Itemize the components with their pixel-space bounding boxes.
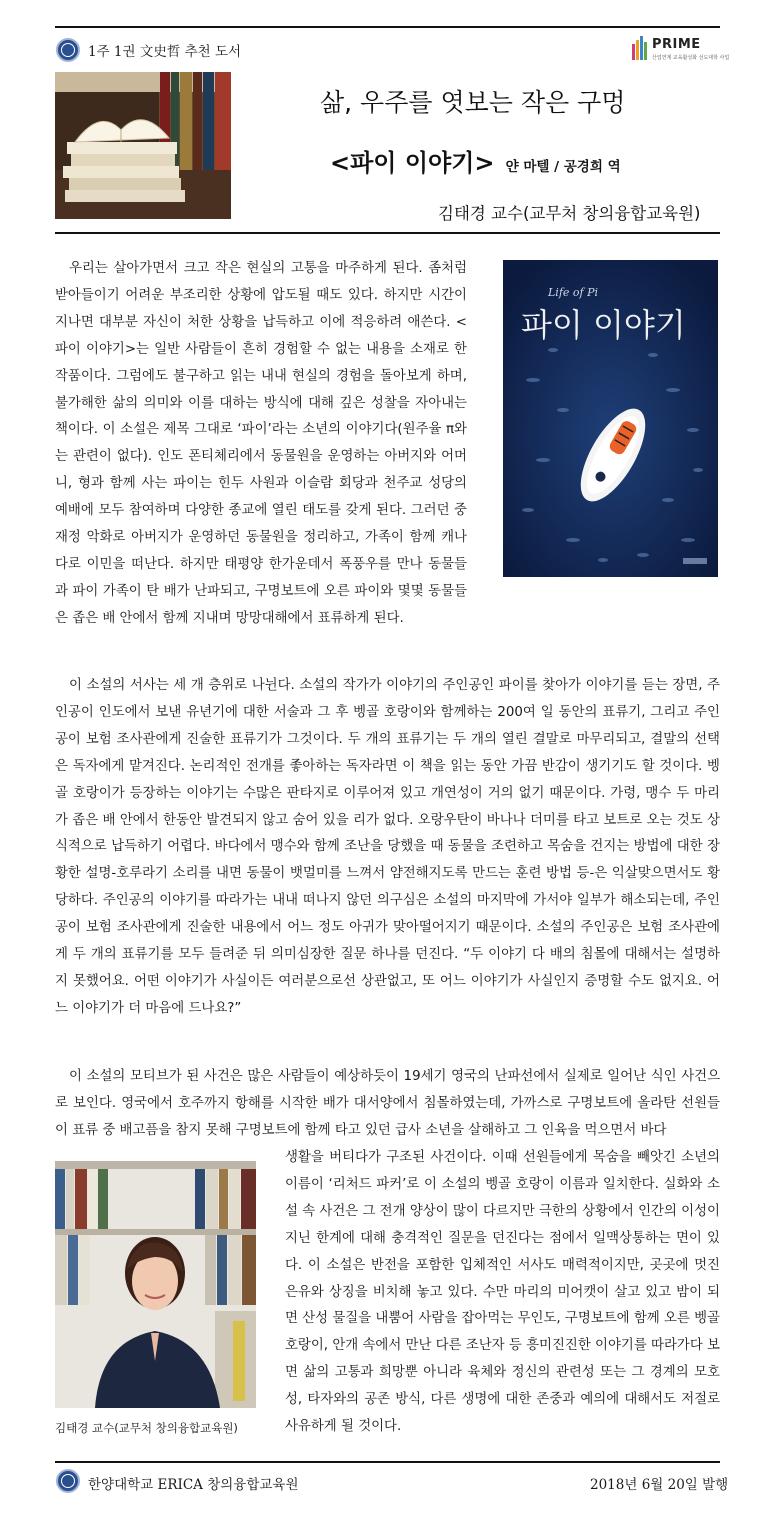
book-title-line: [330, 143, 621, 178]
prime-logo-sub: 산업연계 교육활성화 선도대학 사업: [652, 55, 730, 61]
university-seal-icon: [56, 38, 80, 62]
reviewer-name: 김태경 교수(교무처 창의융합교육원): [438, 204, 701, 223]
book-cover-image: [503, 260, 718, 577]
top-rule: [55, 26, 720, 28]
cover-title-korean: 파이 이야기: [521, 306, 686, 344]
series-label: 1주 1권 文史哲 추천 도서: [88, 44, 242, 60]
book-credits: 얀 마텔 / 공경희 역: [505, 159, 621, 175]
author-photo: [55, 1161, 256, 1408]
main-title: 삶, 우주를 엿보는 작은 구멍: [320, 88, 626, 117]
paragraph-2: 이 소설의 서사는 세 개 층위로 나뉜다. 소설의 작가가 이야기의 주인공인 파이를 찾아가 이야기를 듣는 장면, 주인공이 인도에서 보낸 유년기에 대한 서술과 그 후 벵골 호랑이와 함께하는 200여 일 동안의 표류기, 그리고 주인공이 보험 조사관에게 진술한 표류기가 그것이다. 두 개의 표류기는 두 개의 열린 결말로 마무리되고, 결말의 선택은 독자에게 맡겨진다. 논리적인 전개를 좋아하는 독자라면 이 책을 읽는 동안 가끔 반감이 생기기도 할 것이다. 벵골 호랑이가 등장하는 이야기는 수많은 판타지로 이루어져 있고 개연성이 거의 없기 때문이다. 가령, 맹수 두 마리가 좁은 배 안에서 한동안 발견되지 않고 숨어 있을 리가 없다. 오랑우탄이 바나나 더미를 타고 보트로 오는 것도 상식적으로 납득하기 어렵다. 바다에서 맹수와 함께 조난을 당했을 때 동물을 조련하고 목숨을 건지는 방법에 대한 장황한 설명-호루라기 소리를 내면 동물이 뱃멀미를 느껴서 얌전해지도록 만드는 훈련 방법 등-은 익살맞으면서도 황당하다. 주인공의 이야기를 따라가는 내내 떠나지 않던 의구심은 소설의 마지막에 가서야 일부가 해소되는데, 주인공이 보험 조사관에게 진술한 내용에서 어느 정도 아귀가 맞아떨어지기 때문이다. 소설의 주인공은 보험 조사관에게 두 개의 표류기를 모두 들려준 뒤 의미심장한 질문 하나를 던진다. “두 이야기 다 배의 침몰에 대해서는 설명하지 못했어요. 어떤 이야기가 사실이든 여러분으로선 상관없고, 또 어느 이야기가 사실인지 증명할 수도 없지요. 어느 이야기가 더 마음에 드나요?”: [55, 678, 720, 1016]
footer-rule: [55, 1461, 720, 1463]
prime-logo: [632, 36, 730, 66]
footer-institution: 한양대학교 ERICA 창의융합교육원: [88, 1477, 299, 1493]
footer-seal-icon: [56, 1469, 80, 1493]
header-books-image: [55, 72, 231, 219]
cover-title-english: Life of Pi: [548, 286, 599, 299]
paragraph-1: 우리는 살아가면서 크고 작은 현실의 고통을 마주하게 된다. 좀처럼 받아들이기 어려운 부조리한 상황에 압도될 때도 있다. 하지만 시간이 지나면 대부분 자신이 처한 상황을 납득하고 이에 적응하려 애쓴다. <파이 이야기>는 일반 사람들이 흔히 경험할 수 없는 내용을 소재로 한 작품이다. 그럼에도 불구하고 읽는 내내 현실의 경험을 돌아보게 하며, 불가해한 삶의 의미와 이를 대하는 방식에 대해 깊은 성찰을 자아내는 책이다. 이 소설은 제목 그대로 ‘파이’라는 소년의 이야기다(원주율 π와는 관련이 없다). 인도 폰티체리에서 동물원을 운영하는 아버지와 어머니, 형과 함께 사는 파이는 힌두 사원과 이슬람 회당과 천주교 성당의 예배에 모두 참여하며 다양한 종교에 열린 태도를 갖게 된다. 그러던 중 재정 악화로 아버지가 운영하던 동물원을 정리하고, 가족이 함께 캐나다로 이민을 떠난다. 하지만 태평양 한가운데서 폭풍우를 만나 동물들과 파이 가족이 탄 배가 난파되고, 구명보트에 오른 파이와 몇몇 동물들은 좁은 배 안에서 함께 지내며 망망대해에서 표류하게 된다.: [55, 261, 467, 626]
prime-logo-text: PRIME: [652, 37, 701, 52]
paragraph-3-bottom: 생활을 버티다가 구조된 사건이다. 이때 선원들에게 목숨을 빼앗긴 소년의 이름이 ‘리처드 파커’로 이 소설의 벵골 호랑이 이름과 일치한다. 실화와 소설 속 사건은 그 전개 양상이 많이 다르지만 극한의 상황에서 인간의 이성이 지닌 한계에 대해 충격적인 질문을 던진다는 점에서 일맥상통하는 면이 있다. 이 소설은 반전을 포함한 입체적인 서사도 매력적이지만, 곳곳에 멋진 은유와 상징을 비치해 놓고 있다. 수만 마리의 미어캣이 살고 있고 밤이 되면 산성 물질을 내뿜어 사람을 잡아먹는 무인도, 구명보트에 함께 오른 벵골 호랑이, 안개 속에서 만난 다른 조난자 등 흥미진진한 이야기를 따라가다 보면 삶의 고통과 희망뿐 아니라 육체와 정신의 관련성 또는 그 경계의 모호성, 타자와의 공존 방식, 다른 생명에 대한 존중과 예의에 대해서도 저절로 사유하게 될 것이다.: [285, 1150, 720, 1435]
footer-date: 2018년 6월 20일 발행: [590, 1477, 729, 1493]
prime-bars-icon: [632, 36, 650, 62]
paragraph-3-top: 이 소설의 모티브가 된 사건은 많은 사람들이 예상하듯이 19세기 영국의 난파선에서 실제로 일어난 식인 사건으로 보인다. 영국에서 호주까지 항해를 시작한 배가 대서양에서 침몰하였는데, 가까스로 구명보트에 올라탄 선원들이 표류 중 배고픔을 참지 못해 구명보트에 함께 타고 있던 급사 소년을 살해하고 그 인육을 먹으면서 바다: [55, 1069, 721, 1138]
book-title: <파이 이야기>: [330, 149, 495, 177]
header-rule: [55, 232, 720, 234]
photo-caption: 김태경 교수(교무처 창의융합교육원): [55, 1421, 238, 1435]
